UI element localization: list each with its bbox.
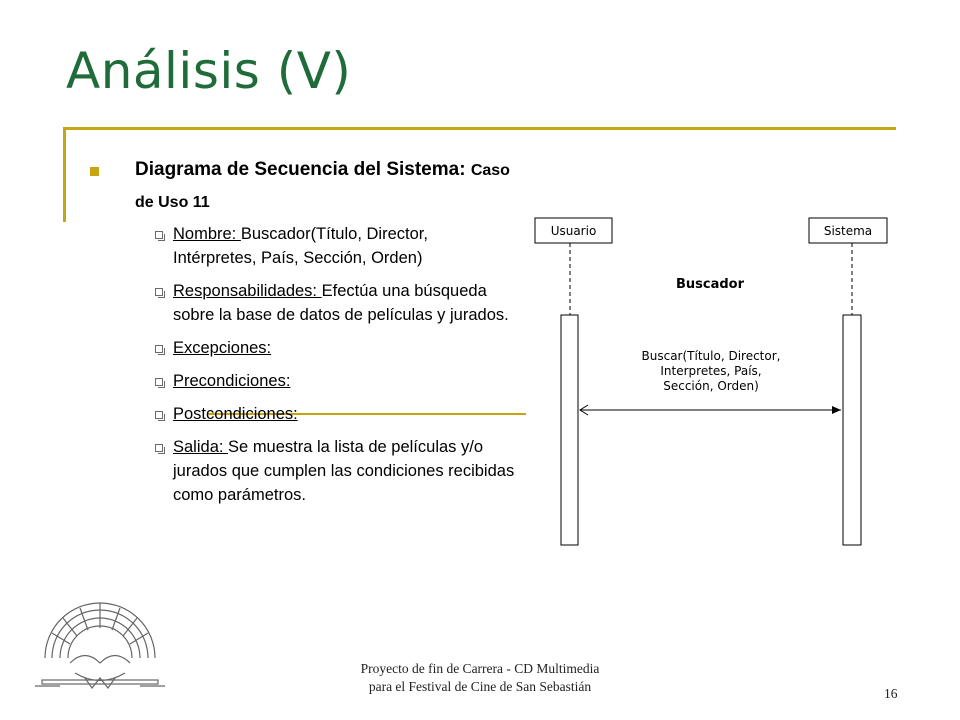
title-underline bbox=[63, 127, 896, 130]
slide-title: Análisis (V) bbox=[66, 42, 352, 100]
square-bullet-icon bbox=[155, 444, 163, 452]
square-bullet-icon bbox=[155, 345, 163, 353]
sequence-diagram bbox=[528, 208, 898, 553]
item-label: Responsabilidades: bbox=[173, 282, 322, 300]
activation-usuario bbox=[561, 315, 578, 545]
heading-main: Diagrama de Secuencia del Sistema: bbox=[135, 159, 466, 180]
message-line-3: Sección, Orden) bbox=[663, 379, 759, 393]
left-accent-rule bbox=[63, 127, 66, 222]
university-seal-logo bbox=[30, 588, 170, 698]
activation-sistema bbox=[843, 315, 861, 545]
diagram-title: Buscador bbox=[675, 277, 745, 292]
square-bullet-icon bbox=[155, 411, 163, 419]
square-bullet-icon bbox=[155, 288, 163, 296]
list-item-responsabilidades bbox=[155, 279, 515, 327]
section-heading bbox=[135, 154, 515, 218]
item-label: Precondiciones: bbox=[173, 372, 291, 390]
square-bullet-icon bbox=[155, 231, 163, 239]
list-item-postcondiciones bbox=[155, 402, 515, 426]
list-item-nombre bbox=[155, 222, 515, 270]
message-arrow-head-right bbox=[832, 406, 841, 414]
footer-line-1: Proyecto de fin de Carrera - CD Multimedia bbox=[360, 661, 600, 676]
heading-case: Caso de Uso 11 bbox=[135, 162, 510, 211]
footer-text bbox=[280, 660, 680, 696]
list-item-precondiciones bbox=[155, 369, 515, 393]
footer-line-2: para el Festival de Cine de San Sebastián bbox=[368, 679, 592, 694]
list-item-excepciones bbox=[155, 336, 515, 360]
main-bullet-icon bbox=[90, 167, 99, 176]
page-number: 16 bbox=[884, 686, 898, 701]
item-label: Excepciones: bbox=[173, 339, 272, 357]
item-label: Postcondiciones: bbox=[173, 405, 298, 423]
item-text: Buscador(Título, Director, Intérpretes, País, Sección, Orden) bbox=[173, 225, 428, 267]
item-label: Salida: bbox=[173, 438, 229, 456]
square-bullet-icon bbox=[155, 378, 163, 386]
actor-label-sistema: Sistema bbox=[823, 224, 873, 238]
actor-label-usuario: Usuario bbox=[550, 224, 597, 238]
message-line-1: Buscar(Título, Director, bbox=[641, 349, 781, 363]
item-text: Se muestra la lista de películas y/o jurados que cumplen las condiciones recibidas como parámetros. bbox=[173, 438, 515, 504]
detail-list bbox=[155, 222, 515, 516]
item-label: Nombre: bbox=[173, 225, 241, 243]
item-text: Efectúa una búsqueda sobre la base de datos de películas y jurados. bbox=[173, 282, 509, 324]
message-line-2: Interpretes, País, bbox=[660, 364, 762, 378]
list-item-salida bbox=[155, 435, 515, 507]
